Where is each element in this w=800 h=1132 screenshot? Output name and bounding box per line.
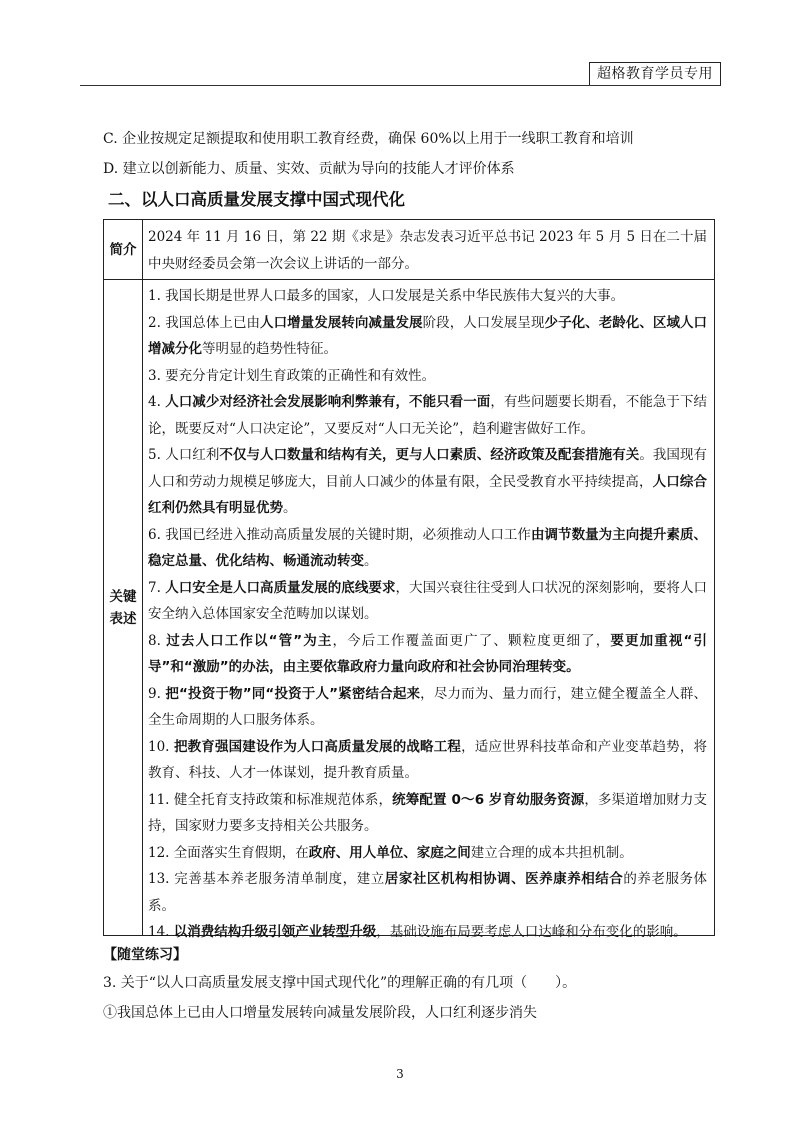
key-item-14-bold: 以消费结构升级引领产业转型升级 bbox=[173, 924, 377, 940]
key-item-13: 13. 完善基本养老服务清单制度，建立居家社区机构相协调、医养康养相结合的养老服务体系。 bbox=[148, 871, 708, 914]
key-item-8-bold-2: 要更加重视“引导”和“激励”的办法，由主要依靠政府力量向政府和社会协同治理转变。 bbox=[148, 632, 708, 675]
key-item-12-bold: 政府、用人单位、家庭之间 bbox=[308, 844, 471, 861]
key-item-13-bold: 居家社区机构相协调、医养康养相结合 bbox=[384, 871, 624, 887]
key-item-10-bold: 把教育强国建设作为人口高质量发展的战略工程 bbox=[173, 738, 462, 755]
key-item-2-bold-1: 人口增量发展转向减量发展 bbox=[260, 314, 423, 331]
key-item-5-bold-1: 不仅与人口数量和结构有关，更与人口素质、经济政策及配套措施有关 bbox=[219, 447, 640, 463]
option-c: C. 企业按规定足额提取和使用职工教育经费，确保 60%以上用于一线职工教育和培训 bbox=[103, 131, 634, 147]
key-item-5: 5. 人口红利不仅与人口数量和结构有关，更与人口素质、经济政策及配套措施有关。我国现有人口和劳动力规模足够庞大，目前人口减少的体量有限，全民受教育水平持续提高，人口综合红利仍然具有明显优势。 bbox=[148, 447, 708, 516]
key-item-4: 4. 人口减少对经济社会发展影响利弊兼有，不能只看一面，有些问题要长期看，不能急于下结论，既要反对“人口决定论”，又要反对“人口无关论”，趋利避害做好工作。 bbox=[148, 394, 708, 437]
page-number: 3 bbox=[396, 1067, 404, 1081]
key-item-6-bold: 由调节数量为主向提升素质、稳定总量、优化结构、畅通流动转变 bbox=[148, 526, 708, 569]
key-item-4-bold: 人口减少对经济社会发展影响利弊兼有，不能只看一面 bbox=[165, 394, 491, 410]
key-item-14: 14. 以消费结构升级引领产业转型升级，基础设施布局要考虑人口达峰和分布变化的影响。 bbox=[148, 924, 687, 940]
key-item-1: 1. 我国长期是世界人口最多的国家，人口发展是关系中华民族伟大复兴的大事。 bbox=[148, 288, 625, 304]
key-label: 关键表述 bbox=[109, 588, 137, 627]
table-row-intro bbox=[104, 220, 714, 280]
key-item-8-bold-1: 过去人口工作以“管”为主 bbox=[166, 632, 333, 649]
key-item-2: 2. 我国总体上已由人口增量发展转向减量发展阶段，人口发展呈现少子化、老龄化、区域人口增减分化等明显的趋势性特征。 bbox=[148, 314, 708, 357]
practice-option-1: ①我国总体上已由人口增量发展转向减量发展阶段，人口红利逐步消失 bbox=[103, 1005, 537, 1021]
summary-table bbox=[103, 219, 715, 940]
key-item-11: 11. 健全托育支持政策和标准规范体系，统筹配置 0～6 岁育幼服务资源，多渠道增加财力支持，国家财力要多支持相关公共服务。 bbox=[148, 791, 708, 834]
table-row-key-statements bbox=[104, 280, 714, 940]
practice-heading: 【随堂练习】 bbox=[103, 947, 187, 963]
header-tag: 超格教育学员专用 bbox=[589, 62, 721, 86]
key-item-10: 10. 把教育强国建设作为人口高质量发展的战略工程，适应世界科技革命和产业变革趋势，将教育、科技、人才一体谋划，提升教育质量。 bbox=[148, 738, 708, 781]
intro-label: 简介 bbox=[109, 241, 137, 258]
header-rule bbox=[80, 85, 721, 86]
intro-text: 2024 年 11 月 16 日，第 22 期《求是》杂志发表习近平总书记 2023 年 5 月 5 日在二十届中央财经委员会第一次会议上讲话的一部分。 bbox=[148, 229, 707, 272]
key-item-7-bold: 人口安全是人口高质量发展的底线要求 bbox=[165, 579, 396, 596]
key-item-8: 8. 过去人口工作以“管”为主，今后工作覆盖面更广了、颗粒度更细了，要更加重视“引导”和“激励”的办法，由主要依靠政府力量向政府和社会协同治理转变。 bbox=[148, 632, 708, 675]
key-item-5-bold-2: 人口综合红利仍然具有明显优势 bbox=[148, 473, 708, 516]
practice-question: 3. 关于“以人口高质量发展支撑中国式现代化”的理解正确的有几项（ ）。 bbox=[103, 975, 577, 991]
intro-content-cell bbox=[142, 220, 714, 279]
key-item-9: 9. 把“投资于物”同“投资于人”紧密结合起来，尽力而为、量力而行，建立健全覆盖全人群、全生命周期的人口服务体系。 bbox=[148, 685, 708, 728]
section-title: 二、以人口高质量发展支撑中国式现代化 bbox=[108, 190, 405, 209]
intro-label-cell bbox=[104, 220, 143, 279]
key-item-11-bold: 统筹配置 0～6 岁育幼服务资源 bbox=[392, 791, 585, 808]
key-content-cell bbox=[142, 280, 714, 940]
key-item-7: 7. 人口安全是人口高质量发展的底线要求，大国兴衰往往受到人口状况的深刻影响，要将人口安全纳入总体国家安全范畴加以谋划。 bbox=[148, 579, 708, 622]
key-item-2-bold-2: 少子化、老龄化、区域人口增减分化 bbox=[148, 314, 708, 357]
key-item-9-bold: 把“投资于物”同“投资于人”紧密结合起来 bbox=[165, 685, 421, 702]
key-label-cell bbox=[104, 280, 143, 935]
key-item-3: 3. 要充分肯定计划生育政策的正确性和有效性。 bbox=[148, 367, 436, 384]
key-item-12: 12. 全面落实生育假期，在政府、用人单位、家庭之间建立合理的成本共担机制。 bbox=[148, 844, 633, 861]
key-item-6: 6. 我国已经进入推动高质量发展的关键时期，必须推动人口工作由调节数量为主向提升素质、稳定总量、优化结构、畅通流动转变。 bbox=[148, 526, 708, 569]
option-d: D. 建立以创新能力、质量、实效、贡献为导向的技能人才评价体系 bbox=[103, 161, 515, 177]
